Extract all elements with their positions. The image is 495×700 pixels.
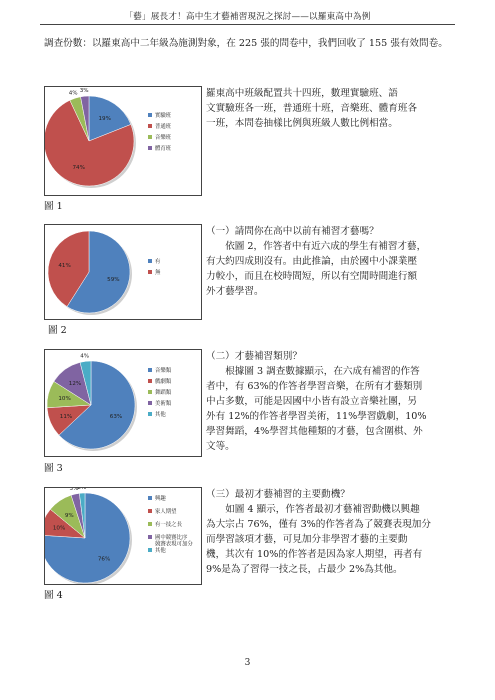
text-line: 而學習該項才藝，可見加分非學習才藝的主要動 bbox=[206, 534, 408, 545]
text-line: 9%是為了習得一技之長，占最少 2%為其他。 bbox=[206, 564, 403, 575]
legend-swatch-4 bbox=[148, 535, 152, 539]
legend-label-4: 體育班 bbox=[155, 146, 172, 152]
pie-chart-4 bbox=[45, 488, 201, 584]
figure-3-chart bbox=[44, 349, 202, 457]
figure-3-text bbox=[206, 349, 456, 454]
pie-chart-2 bbox=[45, 225, 201, 319]
legend-swatch-2 bbox=[148, 379, 152, 383]
legend-label-1: 興趣 bbox=[155, 496, 166, 502]
legend-label-1: 音樂類 bbox=[155, 368, 172, 374]
figure-2-chart bbox=[44, 224, 202, 320]
slice-label-4: 12% bbox=[68, 380, 82, 387]
text-line: 一班，本問卷抽樣比例與班級人數比例相當。 bbox=[206, 118, 398, 129]
figure-4-chart bbox=[44, 487, 202, 585]
legend-swatch-2 bbox=[148, 124, 152, 128]
figure-4-text bbox=[206, 487, 456, 577]
text-line: 有大約四成則沒有。由此推論，由於國中小課業壓 bbox=[206, 256, 418, 267]
legend-swatch-2 bbox=[148, 509, 152, 513]
legend-label-5: 其他 bbox=[155, 548, 166, 554]
legend-label-3: 舞蹈類 bbox=[155, 390, 172, 396]
slice-label-2: 11% bbox=[59, 413, 73, 420]
legend-swatch-5 bbox=[148, 412, 152, 416]
text-line: 依圖 2，作答者中有近六成的學生有補習才藝， bbox=[225, 241, 427, 252]
slice-label-1: 19% bbox=[98, 115, 111, 122]
pie-chart-1 bbox=[45, 87, 201, 195]
legend-swatch-4 bbox=[148, 146, 152, 150]
figure-2-text bbox=[206, 224, 456, 299]
legend-label-3: 音樂班 bbox=[155, 135, 172, 141]
pie-chart-3 bbox=[45, 350, 201, 456]
legend-label-1: 實驗班 bbox=[155, 113, 172, 119]
legend-label-2: 無 bbox=[155, 270, 161, 276]
slice-label-1: 63% bbox=[109, 413, 123, 420]
figure-1-text bbox=[206, 86, 456, 131]
slice-label-4: 3% bbox=[69, 488, 79, 493]
legend-label-2: 家人期望 bbox=[155, 509, 177, 515]
legend-label-4: 競賽表現可加分 bbox=[155, 541, 193, 548]
intro-paragraph: 調查份數：以羅東高中二年級為施測對象，在 225 張的問卷中，我們回收了 155 張有效問卷。 bbox=[44, 38, 448, 49]
legend-swatch-1 bbox=[148, 113, 152, 117]
text-line: （二）才藝補習類別？ bbox=[206, 351, 302, 362]
legend-swatch-1 bbox=[148, 496, 152, 500]
text-line: 文等。 bbox=[206, 441, 235, 452]
figure-1-chart bbox=[44, 86, 202, 196]
text-line: 根據圖 3 調查數據顯示，在六成有補習的作答 bbox=[225, 366, 420, 377]
text-line: 羅東高中班級配置共十四班，數理實驗班、語 bbox=[206, 88, 398, 99]
slice-label-1: 59% bbox=[107, 277, 120, 284]
legend-label-1: 有 bbox=[155, 259, 161, 265]
legend-swatch-1 bbox=[148, 259, 152, 263]
text-line: 外有 12%的作答者學習美術，11%學習戲劇，10% bbox=[206, 411, 427, 422]
running-header: 「藝」展長才！高中生才藝補習現況之探討——以羅東高中為例 bbox=[124, 12, 371, 22]
slice-label-3: 4% bbox=[68, 90, 78, 97]
slice-label-5: 4% bbox=[80, 353, 90, 360]
page-number: 3 bbox=[244, 658, 251, 668]
slice-label-1: 76% bbox=[97, 556, 111, 563]
figure-1-caption: 圖 1 bbox=[44, 201, 63, 212]
text-line: （三）最初才藝補習的主要動機？ bbox=[206, 489, 350, 500]
legend-swatch-1 bbox=[148, 368, 152, 372]
legend-swatch-5 bbox=[148, 548, 152, 552]
legend-swatch-3 bbox=[148, 522, 152, 526]
text-line: 者中，有 63%的作答者學習音樂，在所有才藝類別 bbox=[206, 381, 423, 392]
legend-label-2: 戲劇類 bbox=[155, 379, 172, 385]
figure-3-caption: 圖 3 bbox=[44, 463, 63, 474]
slice-label-3: 9% bbox=[64, 512, 74, 519]
legend-swatch-3 bbox=[148, 390, 152, 394]
text-line: 為大宗占 76%，僅有 3%的作答者為了競賽表現加分 bbox=[206, 519, 431, 530]
slice-label-2: 10% bbox=[52, 525, 66, 532]
figure-4-caption: 圖 4 bbox=[44, 590, 63, 601]
text-line: 外才藝學習。 bbox=[206, 286, 264, 297]
legend-label-2: 普通班 bbox=[155, 124, 172, 130]
legend-label-3: 有一技之長 bbox=[155, 522, 182, 528]
slice-label-3: 10% bbox=[58, 396, 71, 403]
text-line: 中占多數，可能是因國中小皆有設立音樂社團，另 bbox=[206, 396, 418, 407]
legend-swatch-2 bbox=[148, 270, 152, 274]
figure-2-caption: 圖 2 bbox=[48, 325, 67, 336]
text-line: 力較小，而且在校時間短，所以有空閒時間進行額 bbox=[206, 271, 418, 282]
legend-swatch-3 bbox=[148, 135, 152, 139]
legend-swatch-4 bbox=[148, 401, 152, 405]
legend-label-4: 美術類 bbox=[155, 401, 172, 407]
legend-label-4: 國中競賽比序 bbox=[155, 535, 188, 541]
slice-label-5: 2% bbox=[77, 488, 87, 492]
slice-label-4: 3% bbox=[79, 88, 89, 95]
text-line: 文實驗班各一班，普通班十班，音樂班、體育班各 bbox=[206, 103, 418, 114]
slice-label-2: 41% bbox=[58, 262, 71, 269]
text-line: 機，其次有 10%的作答者是因為家人期望，再者有 bbox=[206, 549, 423, 560]
slice-label-2: 74% bbox=[72, 164, 85, 171]
text-line: （一）請問你在高中以前有補習才藝嗎？ bbox=[206, 226, 379, 237]
legend-label-5: 其他 bbox=[155, 412, 166, 418]
text-line: 如圖 4 顯示，作答者最初才藝補習動機以興趣 bbox=[225, 504, 420, 515]
text-line: 學習舞蹈，4%學習其他種類的才藝，包含圍棋、外 bbox=[206, 426, 423, 437]
header-rule bbox=[40, 24, 455, 25]
